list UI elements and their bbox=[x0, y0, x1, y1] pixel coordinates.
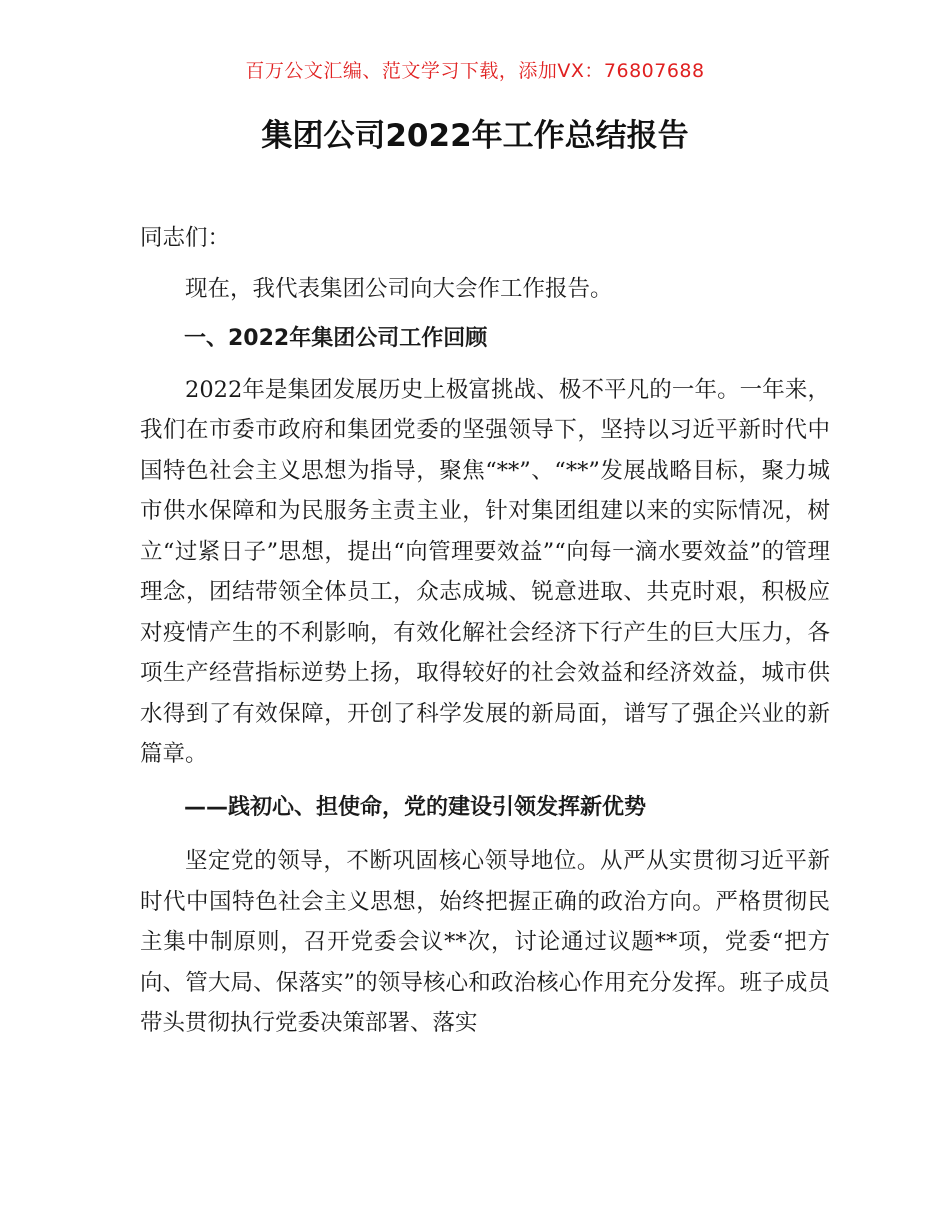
paragraph-review: 2022年是集团发展历史上极富挑战、极不平凡的一年。一年来，我们在市委市政府和集团党委的坚强领导下，坚持以习近平新时代中国特色社会主义思想为指导，聚焦“**”、“**”发展战略目标，聚力城市供水保障和为民服务主责主业，针对集团组建以来的实际情况，树立“过紧日子”思想，提出“向管理要效益”“向每一滴水要效益”的管理理念，团结带领全体员工，众志成城、锐意进取、共克时艰，积极应对疫情产生的不利影响，有效化解社会经济下行产生的巨大压力，各项生产经营指标逆势上扬，取得较好的社会效益和经济效益，城市供水得到了有效保障，开创了科学发展的新局面，谱写了强企兴业的新篇章。 bbox=[140, 376, 830, 767]
subheading-party-building: ——践初心、担使命，党的建设引领发挥新优势 bbox=[184, 794, 647, 820]
document-title: 集团公司2022年工作总结报告 bbox=[261, 118, 689, 154]
watermark-header: 百万公文汇编、范文学习下载，添加VX：76807688 bbox=[245, 60, 705, 82]
paragraph-intro: 现在，我代表集团公司向大会作工作报告。 bbox=[185, 275, 613, 302]
paragraph-party-leadership: 坚定党的领导，不断巩固核心领导地位。从严从实贯彻习近平新时代中国特色社会主义思想，始终把握正确的政治方向。严格贯彻民主集中制原则，召开党委会议**次，讨论通过议题**项，党委“把方向、管大局、保落实”的领导核心和政治核心作用充分发挥。班子成员带头贯彻执行党委决策部署、落实 bbox=[140, 848, 830, 1036]
salutation: 同志们： bbox=[140, 225, 231, 251]
section-heading-review: 一、2022年集团公司工作回顾 bbox=[184, 326, 488, 351]
document-body bbox=[140, 218, 830, 1054]
